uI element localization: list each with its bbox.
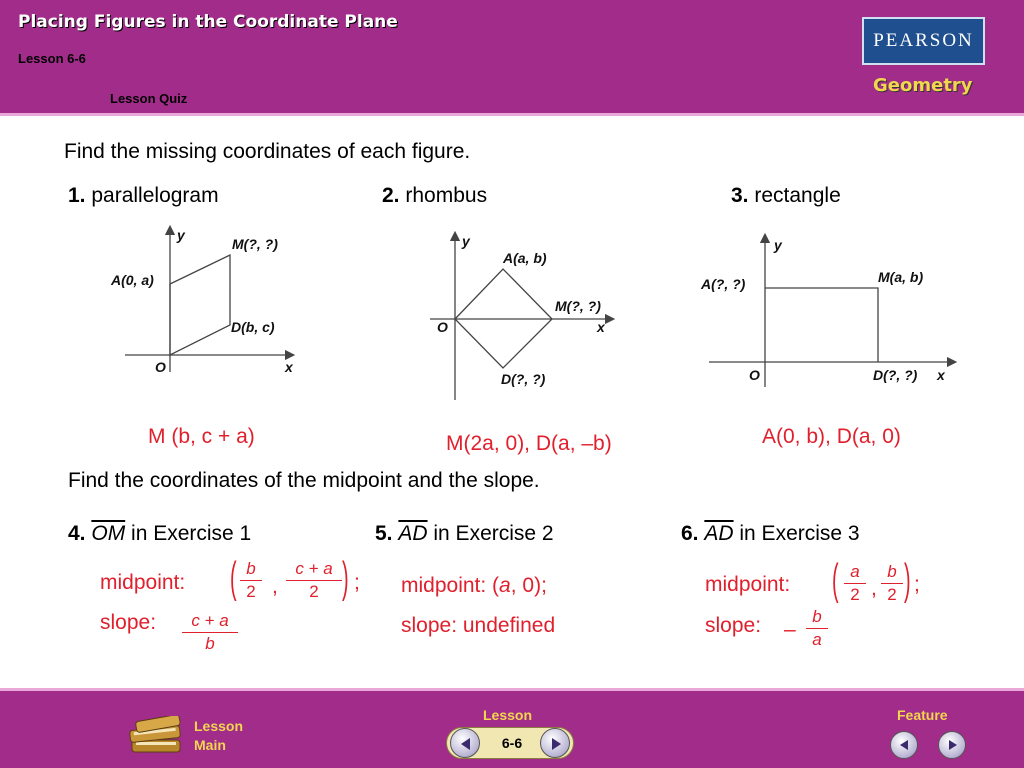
- point-a-label: A(0, a): [111, 272, 154, 288]
- exercise-4-suffix: in Exercise 1: [125, 522, 252, 545]
- exercise-3-heading: [731, 184, 841, 208]
- exercise-4-semicolon: ;: [354, 571, 360, 594]
- point-a-label: A(?, ?): [701, 276, 746, 292]
- exercise-4-open-paren: (: [230, 553, 237, 602]
- rectangle-diagram: [697, 232, 959, 392]
- exercise-4-midpoint-x: $\frac{b}{2}$: [240, 558, 262, 603]
- lesson-prev-button[interactable]: [450, 728, 480, 758]
- x-axis-label: x: [937, 367, 945, 383]
- exercise-3-number: 3.: [731, 184, 749, 207]
- part1-instruction: Find the missing coordinates of each figure.: [64, 140, 471, 163]
- x-axis-label: x: [285, 359, 293, 375]
- page-title: Placing Figures in the Coordinate Plane: [18, 12, 398, 32]
- feature-next-button[interactable]: [938, 731, 966, 759]
- exercise-6-number: 6.: [681, 522, 699, 545]
- exercise-6-midpoint-y: $\frac{b}{2}$: [881, 561, 903, 606]
- arrow-left-icon: [897, 738, 911, 752]
- origin-label: O: [437, 319, 448, 335]
- y-axis-label: y: [177, 227, 185, 243]
- point-m-label: M(?, ?): [232, 236, 278, 252]
- exercise-2-answer: M(2a, 0), D(a, –b): [446, 432, 612, 455]
- exercise-4-slope-label: slope:: [100, 611, 157, 634]
- exercise-6-suffix: in Exercise 3: [733, 522, 860, 545]
- exercise-3-answer: A(0, b), D(a, 0): [762, 425, 901, 448]
- exercise-6-slope-label: slope:: [705, 614, 762, 637]
- y-axis-label: y: [774, 237, 782, 253]
- exercise-6-slope-sign: –: [784, 618, 796, 641]
- exercise-6-slope-value: $\frac{b}{a}$: [806, 606, 828, 651]
- exercise-5-slope: slope: undefined: [401, 614, 556, 637]
- exercise-4-comma: ,: [272, 575, 278, 598]
- point-a-label: A(a, b): [503, 250, 547, 266]
- exercise-4-midpoint-y: $\frac{c + a}{2}$: [286, 558, 342, 603]
- parallelogram-shape: [170, 255, 230, 355]
- exercise-5-suffix: in Exercise 2: [427, 522, 554, 545]
- part2-instruction: Find the coordinates of the midpoint and the slope.: [68, 469, 540, 492]
- exercise-6-midpoint-x: $\frac{a}{2}$: [844, 561, 866, 606]
- lesson-number: Lesson 6-6: [18, 51, 86, 66]
- exercise-1-figure: parallelogram: [91, 184, 219, 207]
- exercise-6-midpoint-label: midpoint:: [705, 573, 791, 596]
- course-title: Geometry: [873, 75, 973, 96]
- rhombus-diagram: [415, 228, 620, 403]
- arrow-right-icon: [548, 736, 564, 752]
- exercise-6-heading: [681, 522, 860, 546]
- exercise-2-number: 2.: [382, 184, 400, 207]
- origin-label: O: [749, 367, 760, 383]
- exercise-6-close-paren: ): [904, 555, 911, 604]
- pearson-logo: PEARSON: [862, 17, 985, 65]
- x-axis-label: x: [597, 319, 605, 335]
- parallelogram-diagram: [105, 222, 310, 382]
- arrow-right-icon: [946, 738, 960, 752]
- exercise-3-figure: rectangle: [754, 184, 841, 207]
- exercise-5-midpoint: midpoint: (a, 0);: [401, 574, 547, 597]
- lesson-next-button[interactable]: [540, 728, 570, 758]
- exercise-6-segment: $\overline{AD}$: [704, 522, 734, 545]
- feature-prev-button[interactable]: [890, 731, 918, 759]
- exercise-5-heading: [375, 522, 554, 546]
- exercise-1-heading: [68, 184, 219, 208]
- exercise-5-number: 5.: [375, 522, 393, 545]
- exercise-5-segment: $\overline{AD}$: [398, 522, 428, 545]
- exercise-4-segment: $\overline{OM}$: [91, 522, 126, 545]
- point-d-label: D(?, ?): [873, 367, 918, 383]
- point-m-label: M(?, ?): [555, 298, 601, 314]
- exercise-6-open-paren: (: [832, 555, 839, 604]
- exercise-4-midpoint-label: midpoint:: [100, 571, 186, 594]
- rectangle-shape: [765, 288, 878, 362]
- origin-label: O: [155, 359, 166, 375]
- point-m-label: M(a, b): [878, 269, 924, 285]
- feature-nav-label: Feature: [897, 707, 948, 723]
- exercise-4-heading: [68, 522, 251, 546]
- exercise-6-comma: ,: [871, 577, 877, 600]
- exercise-6-semicolon: ;: [914, 573, 920, 596]
- exercise-2-heading: [382, 184, 487, 208]
- point-d-label: D(b, c): [231, 319, 275, 335]
- books-icon[interactable]: [128, 716, 186, 758]
- arrow-left-icon: [458, 736, 474, 752]
- lesson-nav-number: 6-6: [501, 735, 523, 751]
- exercise-2-figure: rhombus: [405, 184, 488, 207]
- exercise-4-number: 4.: [68, 522, 86, 545]
- exercise-1-answer: M (b, c + a): [148, 425, 255, 448]
- point-d-label: D(?, ?): [501, 371, 546, 387]
- lesson-main-link[interactable]: Lesson Main: [194, 718, 244, 753]
- exercise-4-slope-value: $\frac{c + a}{b}$: [182, 610, 238, 655]
- lesson-nav-label: Lesson: [483, 707, 533, 723]
- exercise-4-close-paren: ): [342, 553, 349, 602]
- section-title: Lesson Quiz: [110, 91, 188, 106]
- header-bar: [0, 0, 1024, 116]
- y-axis-label: y: [462, 233, 470, 249]
- exercise-1-number: 1.: [68, 184, 86, 207]
